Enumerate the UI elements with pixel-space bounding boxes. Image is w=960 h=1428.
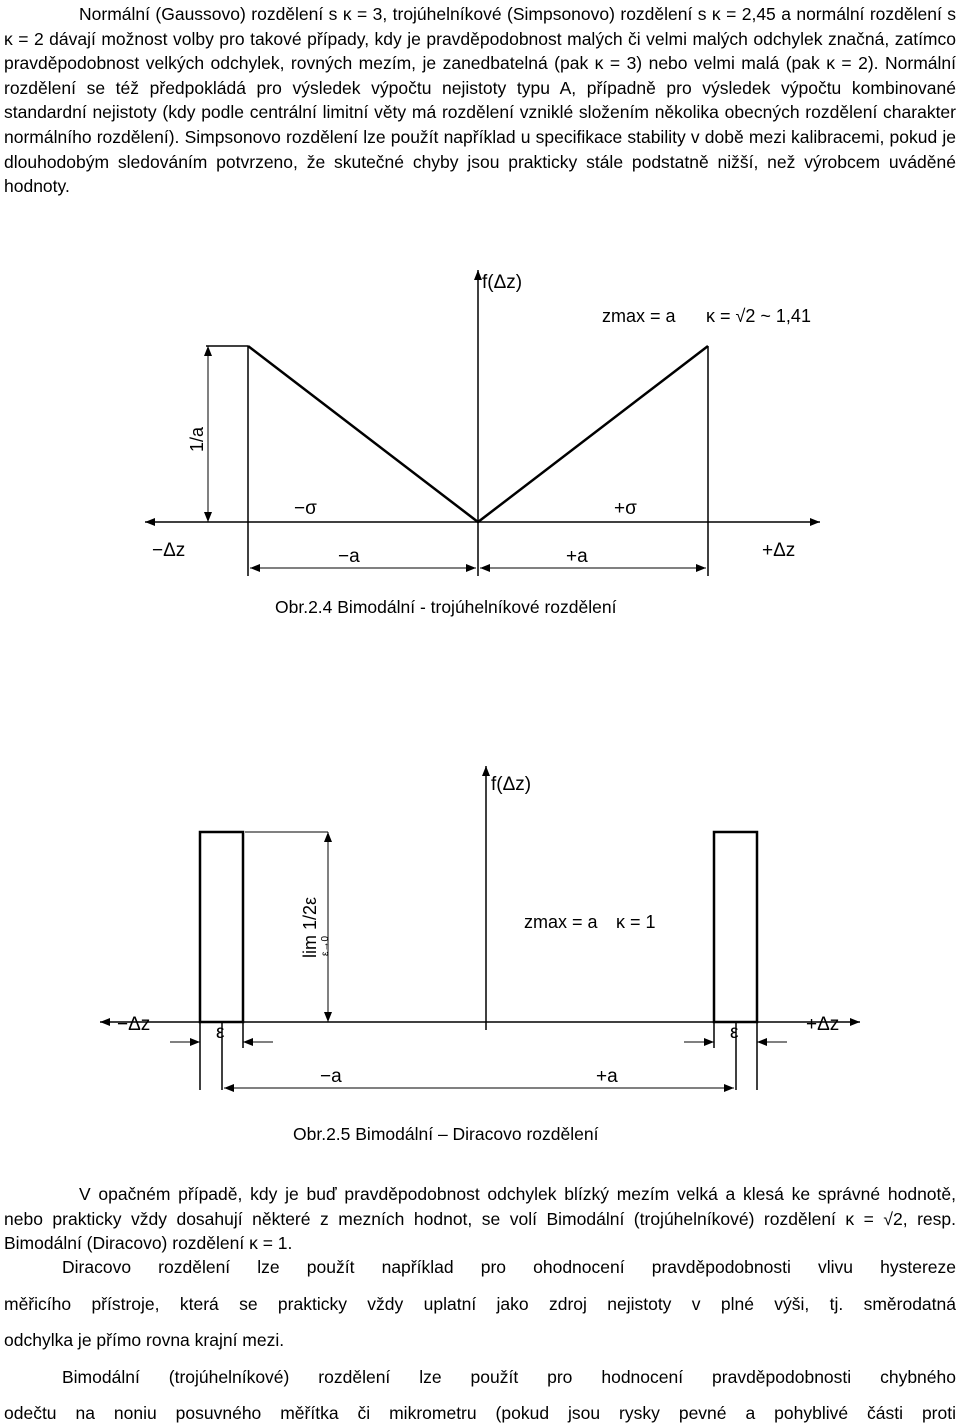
fig2-dirac-bars <box>200 832 757 1022</box>
fig1-y-axis-label: f(Δz) <box>482 272 523 293</box>
fig2-plus-a-label: +a <box>596 1066 618 1087</box>
outro-p2-line-1: Diracovo rozdělení lze použít například pro ohodnocení pravděpodobnosti vlivu hystereze <box>62 1257 956 1277</box>
fig1-minus-dz-label: −Δz <box>152 540 186 561</box>
fig1-minus-a-label: −a <box>338 546 360 567</box>
fig2-axes <box>100 766 860 1090</box>
fig1-kappa-label: κ = √2 ~ 1,41 <box>706 306 811 326</box>
fig1-height-label: 1/a <box>187 426 207 452</box>
fig1-caption: Obr.2.4 Bimodální - trojúhelníkové rozdělení <box>275 597 617 617</box>
outro-p2-line-2: měřicího přístroje, která se prakticky vždy uplatní jako zdroj nejistoty v plné výši, tj. směrodatná <box>4 1294 956 1314</box>
fig2-y-axis-label: f(Δz) <box>491 774 532 795</box>
fig2-kappa-label: κ = 1 <box>616 912 656 932</box>
fig2-epsilon-right-label: ε <box>730 1022 739 1043</box>
outro-p3-line-2: odečtu na noniu posuvného měřítka či mikrometru (pokud jsou rysky pevné a pohyblivé části proti <box>4 1403 956 1423</box>
fig2-zmax-label: zmax = a <box>524 912 598 932</box>
outro-p2-line-3: odchylka je přímo rovna krajní mezi. <box>4 1330 285 1350</box>
fig1-zmax-label: zmax = a <box>602 306 676 326</box>
outro-p3-line-1: Bimodální (trojúhelníkové) rozdělení lze použít pro hodnocení pravděpodobnosti chybného <box>62 1367 956 1387</box>
outro-paragraph-1: V opačném případě, kdy je buď pravděpodobnost odchylek blízký mezím velká a klesá ke správné hodnotě, nebo prakticky vždy dosahují některé z mezních hodnot, se volí Bimodální (trojúhelníkové) rozdělení κ = √2, resp. Bimodální (Diracovo) rozdělení κ = 1. <box>4 1184 956 1254</box>
intro-paragraph: Normální (Gaussovo) rozdělení s κ = 3, trojúhelníkové (Simpsonovo) rozdělení s κ = 2,45 a normální rozdělení s κ = 2 dávají možnost volby pro takové případy, kdy je pravděpodobnost malých či velmi malých odchylek značná, zatímco pravděpodobnost velkých odchylek, rovných mezím, je zanedbatelná (pak κ = 3) nebo velmi malá (pak κ = 2). Normální rozdělení se též předpokládá pro výsledek výpočtu nejistoty typu A, případně pro výsledek výpočtu kombinované standardní nejistoty (kdy podle centrální limitní věty má rozdělení vzniklé složením několika obecných rozdělení charakter normálního rozdělení). Simpsonovo rozdělení lze použít například u specifikace stability v době mezi kalibracemi, pokud je dlouhodobým sledováním potvrzeno, že skutečné chyby jsou prakticky stále podstatně nižší, než výrobcem uváděné hodnoty. <box>4 4 956 197</box>
fig2-minus-a-label: −a <box>320 1066 342 1087</box>
fig1-plus-sigma-label: +σ <box>614 498 637 519</box>
fig2-epsilon-left-label: ε <box>216 1022 225 1043</box>
fig2-minus-dz-label: −Δz <box>117 1014 151 1035</box>
fig1-plus-a-label: +a <box>566 546 588 567</box>
fig2-height-label: lim 1/2ε <box>300 896 320 958</box>
fig1-plus-dz-label: +Δz <box>762 540 796 561</box>
fig1-minus-sigma-label: −σ <box>294 498 317 519</box>
fig2-limit-subscript: ε→0 <box>320 935 331 956</box>
fig2-plus-dz-label: +Δz <box>806 1014 840 1035</box>
fig2-dimensions <box>170 832 787 1088</box>
fig2-caption: Obr.2.5 Bimodální – Diracovo rozdělení <box>293 1124 599 1144</box>
